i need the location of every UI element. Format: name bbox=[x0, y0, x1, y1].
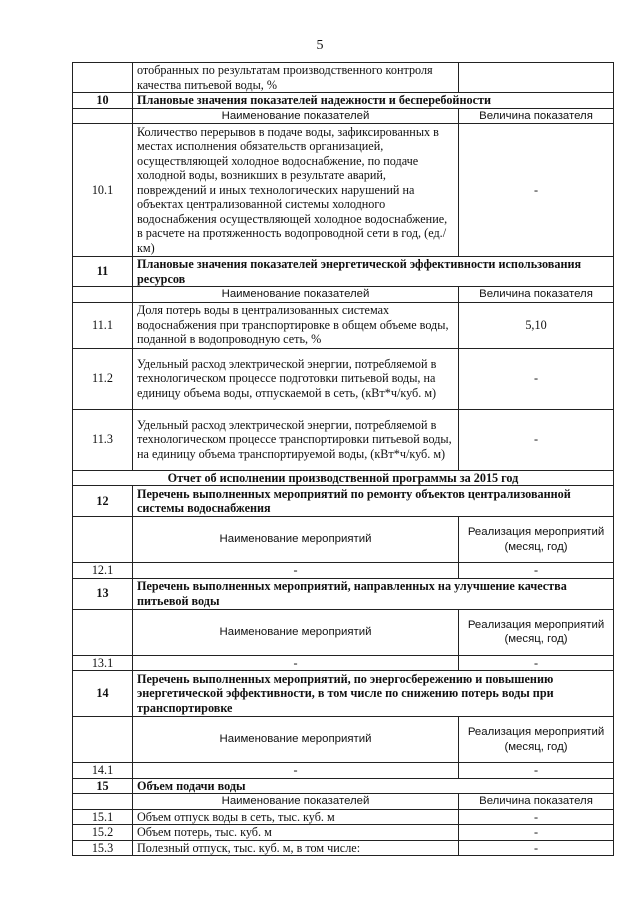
table-row bbox=[73, 302, 614, 348]
section-header bbox=[73, 486, 614, 517]
column-header bbox=[73, 108, 614, 124]
section-title: Перечень выполненных мероприятий по ремонту объектов централизованной системы водоснабжения bbox=[133, 486, 614, 517]
row-number: 12.1 bbox=[73, 563, 133, 579]
row-number: 15.2 bbox=[73, 825, 133, 841]
col-value-header: Величина показателя bbox=[459, 108, 614, 124]
column-header bbox=[73, 794, 614, 810]
table-row bbox=[73, 825, 614, 841]
row-number: 15.1 bbox=[73, 809, 133, 825]
section-title: Плановые значения показателей надежности и бесперебойности bbox=[133, 93, 614, 109]
column-header bbox=[73, 517, 614, 563]
column-header bbox=[73, 717, 614, 763]
row-text: - bbox=[133, 763, 459, 779]
col-value-header: Реализация мероприятий (месяц, год) bbox=[459, 517, 614, 563]
section-title: Объем подачи воды bbox=[133, 778, 614, 794]
row-number: 14.1 bbox=[73, 763, 133, 779]
row-number: 11.2 bbox=[73, 348, 133, 409]
row-value: - bbox=[459, 348, 614, 409]
row-text: Объем отпуск воды в сеть, тыс. куб. м bbox=[133, 809, 459, 825]
column-header bbox=[73, 287, 614, 303]
row-number bbox=[73, 63, 133, 93]
table-row bbox=[73, 124, 614, 257]
table-row bbox=[73, 348, 614, 409]
section-title: Перечень выполненных мероприятий, направленных на улучшение качества питьевой воды bbox=[133, 578, 614, 609]
row-number: 15.3 bbox=[73, 840, 133, 856]
col-value-header: Реализация мероприятий (месяц, год) bbox=[459, 609, 614, 655]
section-number: 15 bbox=[73, 778, 133, 794]
row-value: 5,10 bbox=[459, 302, 614, 348]
empty-cell bbox=[73, 517, 133, 563]
section-header bbox=[73, 257, 614, 287]
row-value: - bbox=[459, 563, 614, 579]
row-value: - bbox=[459, 409, 614, 470]
row-value bbox=[459, 63, 614, 93]
col-name-header: Наименование мероприятий bbox=[133, 609, 459, 655]
row-number: 11.3 bbox=[73, 409, 133, 470]
row-value: - bbox=[459, 809, 614, 825]
row-value: - bbox=[459, 840, 614, 856]
section-number: 10 bbox=[73, 93, 133, 109]
row-value: - bbox=[459, 655, 614, 671]
table-row bbox=[73, 63, 614, 93]
table-row bbox=[73, 840, 614, 856]
empty-cell bbox=[73, 108, 133, 124]
section-title: Перечень выполненных мероприятий, по энергосбережению и повышению энергетической эффективности, в том числе по снижению потерь воды при транспортировке bbox=[133, 671, 614, 717]
row-value: - bbox=[459, 763, 614, 779]
col-name-header: Наименование показателей bbox=[133, 108, 459, 124]
report-title: Отчет об исполнении производственной программы за 2015 год bbox=[73, 470, 614, 486]
col-name-header: Наименование показателей bbox=[133, 287, 459, 303]
table-row bbox=[73, 655, 614, 671]
row-number: 11.1 bbox=[73, 302, 133, 348]
row-value: - bbox=[459, 124, 614, 257]
section-number: 14 bbox=[73, 671, 133, 717]
row-text: Количество перерывов в подаче воды, зафиксированных в местах исполнения обязательств организацией, осуществляющей холодное водоснабжение, по подаче холодной воды, возникших в результате аварий, повреждений и иных технологических нарушений на объектах централизованной системы холодного водоснабжения осуществляющей холодное водоснабжение, в расчете на протяженность водопроводной сети в год, (ед./км) bbox=[133, 124, 459, 257]
row-value: - bbox=[459, 825, 614, 841]
col-name-header: Наименование показателей bbox=[133, 794, 459, 810]
empty-cell bbox=[73, 794, 133, 810]
row-text: Полезный отпуск, тыс. куб. м, в том числе: bbox=[133, 840, 459, 856]
section-number: 12 bbox=[73, 486, 133, 517]
col-value-header: Величина показателя bbox=[459, 287, 614, 303]
row-text: Доля потерь воды в централизованных системах водоснабжения при транспортировке в общем объеме воды, поданной в водопроводную сеть, % bbox=[133, 302, 459, 348]
row-text: Удельный расход электрической энергии, потребляемой в технологическом процессе транспортировки питьевой воды, на единицу объема транспортируемой воды, (кВт*ч/куб. м) bbox=[133, 409, 459, 470]
row-number: 10.1 bbox=[73, 124, 133, 257]
section-number: 11 bbox=[73, 257, 133, 287]
empty-cell bbox=[73, 717, 133, 763]
row-text: Объем потерь, тыс. куб. м bbox=[133, 825, 459, 841]
section-number: 13 bbox=[73, 578, 133, 609]
page-number: 5 bbox=[316, 38, 324, 53]
col-value-header: Реализация мероприятий (месяц, год) bbox=[459, 717, 614, 763]
section-title: Плановые значения показателей энергетической эффективности использования ресурсов bbox=[133, 257, 614, 287]
table-row bbox=[73, 563, 614, 579]
section-header bbox=[73, 578, 614, 609]
report-title-row bbox=[73, 470, 614, 486]
section-header bbox=[73, 671, 614, 717]
document-table bbox=[72, 62, 614, 856]
row-text: отобранных по результатам производственного контроля качества питьевой воды, % bbox=[133, 63, 459, 93]
row-text: - bbox=[133, 655, 459, 671]
col-value-header: Величина показателя bbox=[459, 794, 614, 810]
col-name-header: Наименование мероприятий bbox=[133, 517, 459, 563]
section-header bbox=[73, 93, 614, 109]
empty-cell bbox=[73, 609, 133, 655]
section-header bbox=[73, 778, 614, 794]
column-header bbox=[73, 609, 614, 655]
row-text: - bbox=[133, 563, 459, 579]
empty-cell bbox=[73, 287, 133, 303]
row-text: Удельный расход электрической энергии, потребляемой в технологическом процессе подготовки питьевой воды, на единицу объема воды, отпускаемой в сеть, (кВт*ч/куб. м) bbox=[133, 348, 459, 409]
row-number: 13.1 bbox=[73, 655, 133, 671]
table-row bbox=[73, 809, 614, 825]
col-name-header: Наименование мероприятий bbox=[133, 717, 459, 763]
table-row bbox=[73, 409, 614, 470]
table-row bbox=[73, 763, 614, 779]
